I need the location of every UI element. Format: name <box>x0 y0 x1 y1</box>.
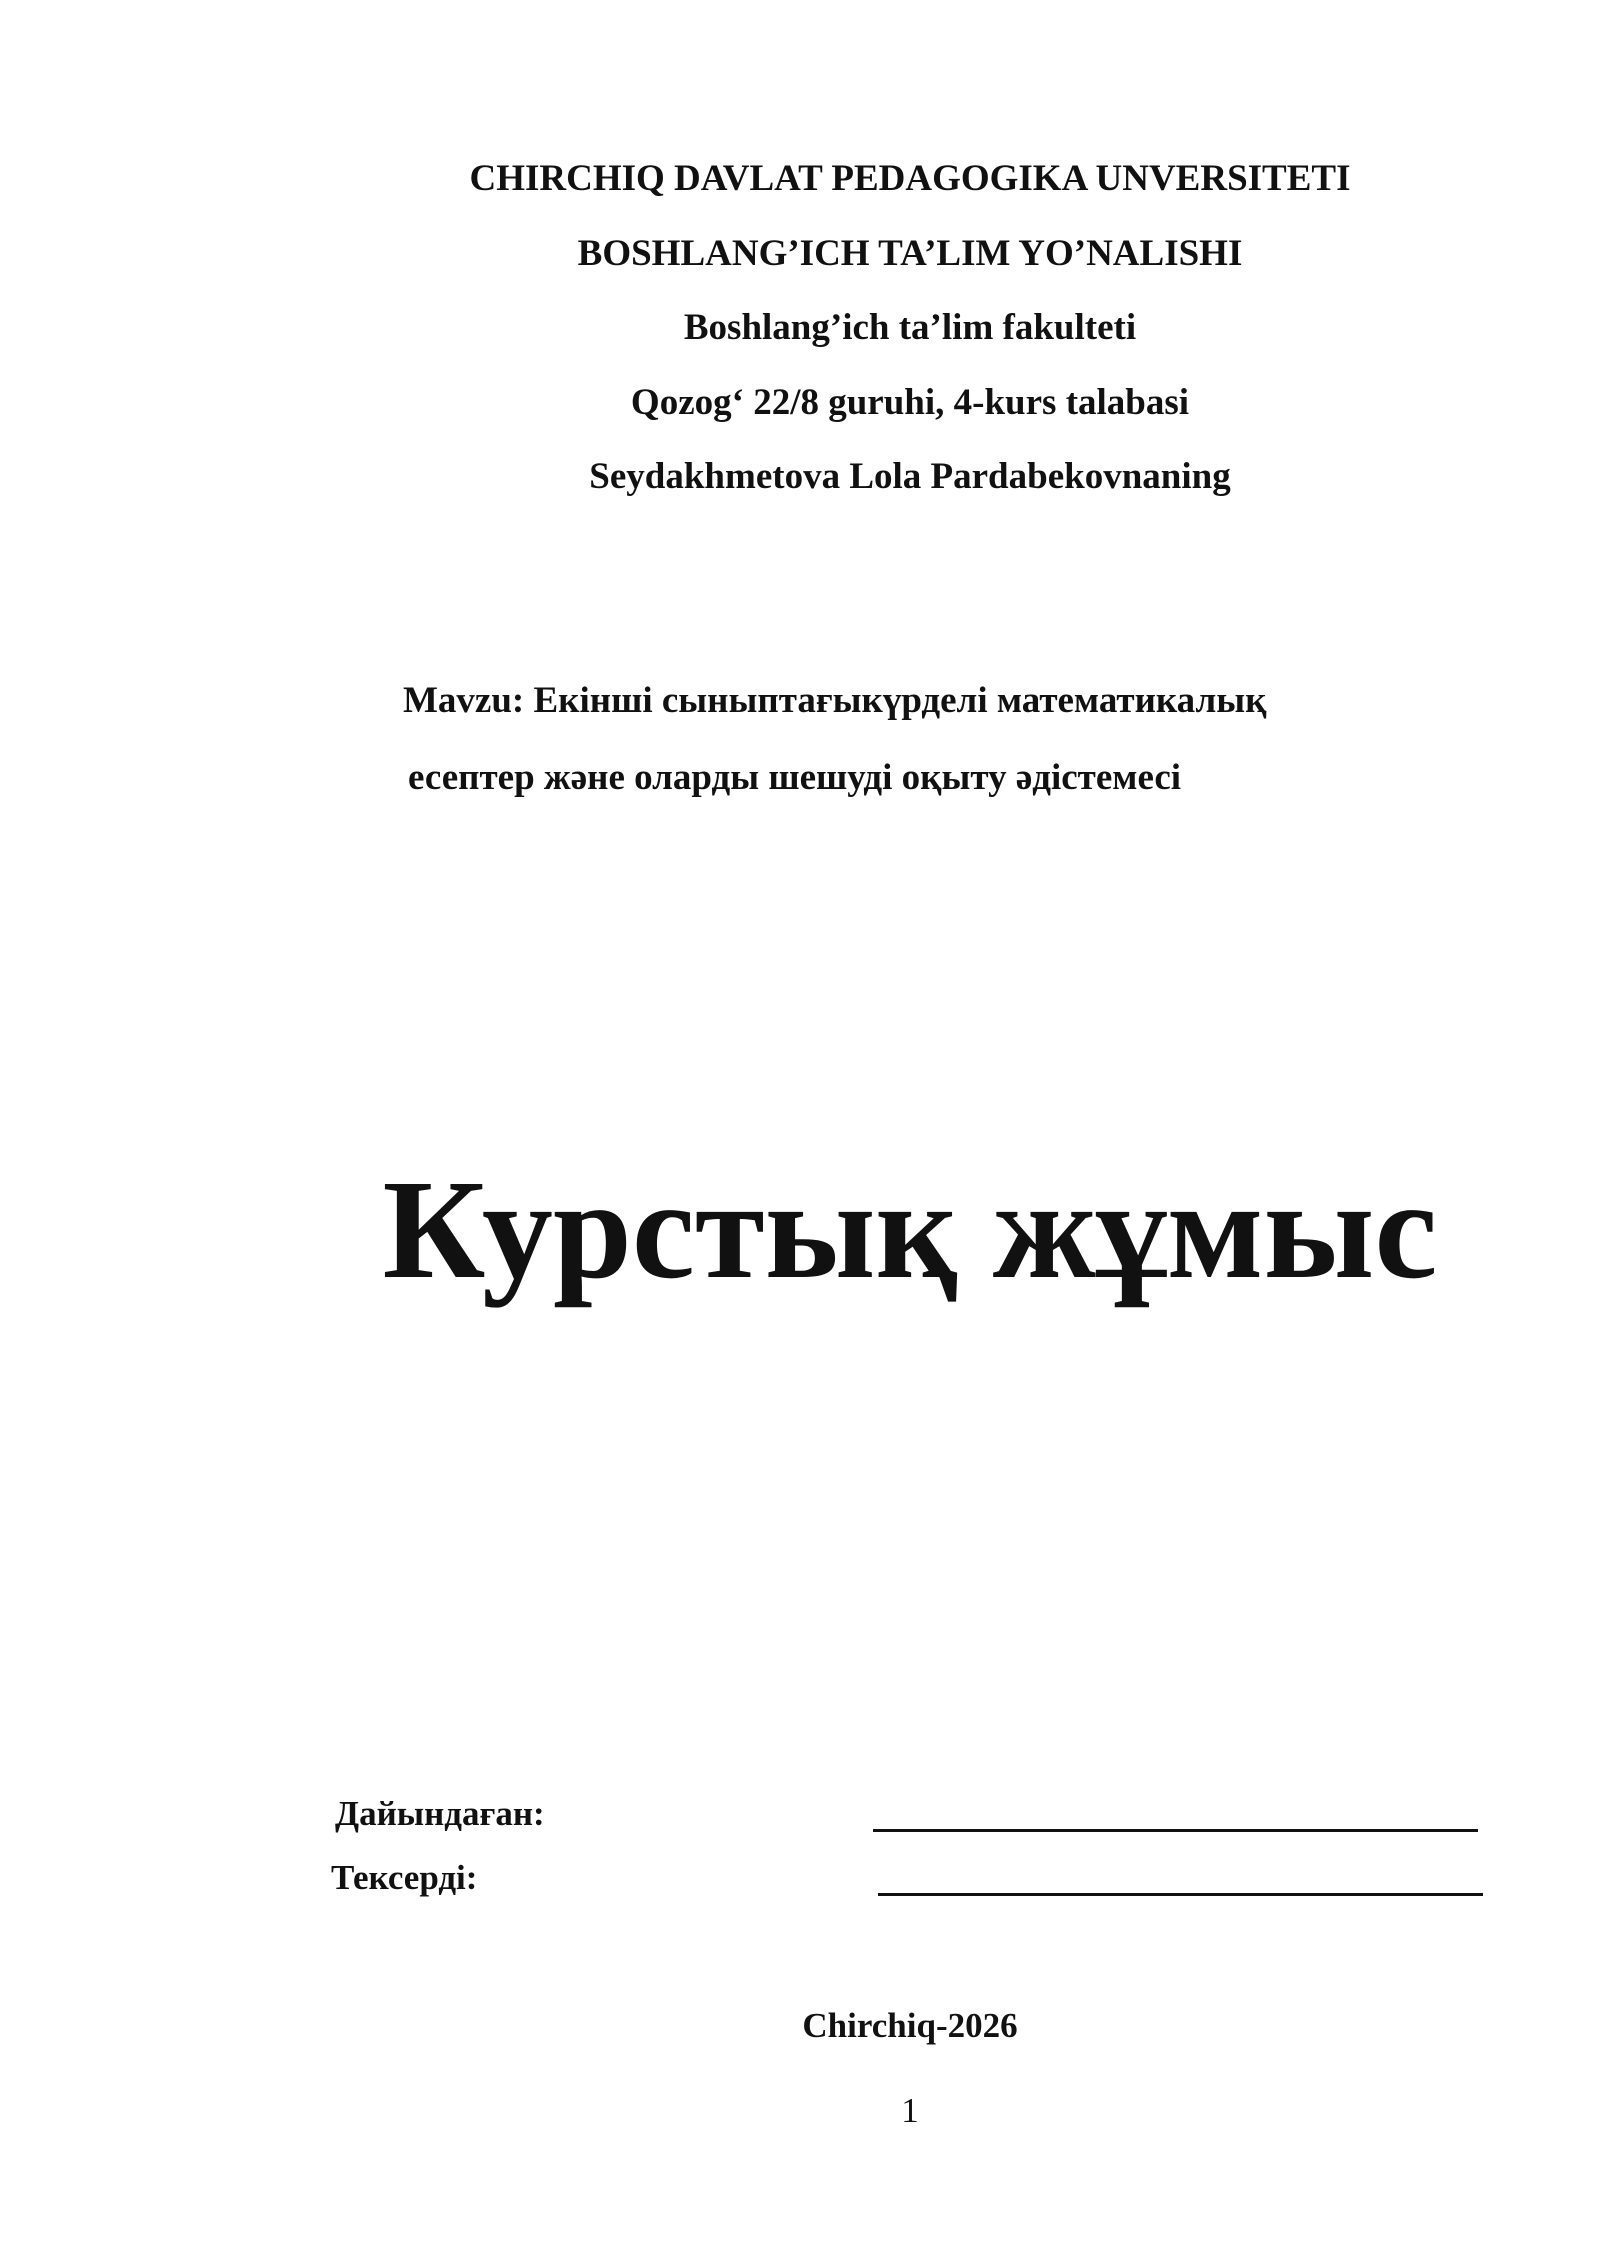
topic-line-1: Mavzu: Екінші сыныптағыкүрделі математикалық <box>403 680 1267 721</box>
faculty-name: Boshlang’ich ta’lim fakulteti <box>683 307 1137 348</box>
prepared-by-signature-line <box>873 1829 1478 1832</box>
page-number: 1 <box>901 2091 919 2130</box>
university-name: CHIRCHIQ DAVLAT PEDAGOGIKA UNVERSITETI <box>469 158 1351 199</box>
prepared-by-label: Дайындаған: <box>335 1794 545 1833</box>
topic-line-2: есептер және оларды шешуді оқыту әдістемесі <box>408 757 1182 798</box>
student-name: Seydakhmetova Lola Pardabekovnaning <box>589 456 1231 497</box>
checked-by-signature-line <box>878 1893 1483 1896</box>
direction-name: BOSHLANG’ICH TA’LIM YO’NALISHI <box>577 233 1243 274</box>
checked-by-label: Тексерді: <box>331 1858 478 1897</box>
city-year: Chirchiq-2026 <box>802 2006 1018 2045</box>
group-info: Qozog‘ 22/8 guruhi, 4-kurs talabasi <box>630 382 1190 423</box>
document-title: Курстық жұмыс <box>382 1150 1438 1308</box>
